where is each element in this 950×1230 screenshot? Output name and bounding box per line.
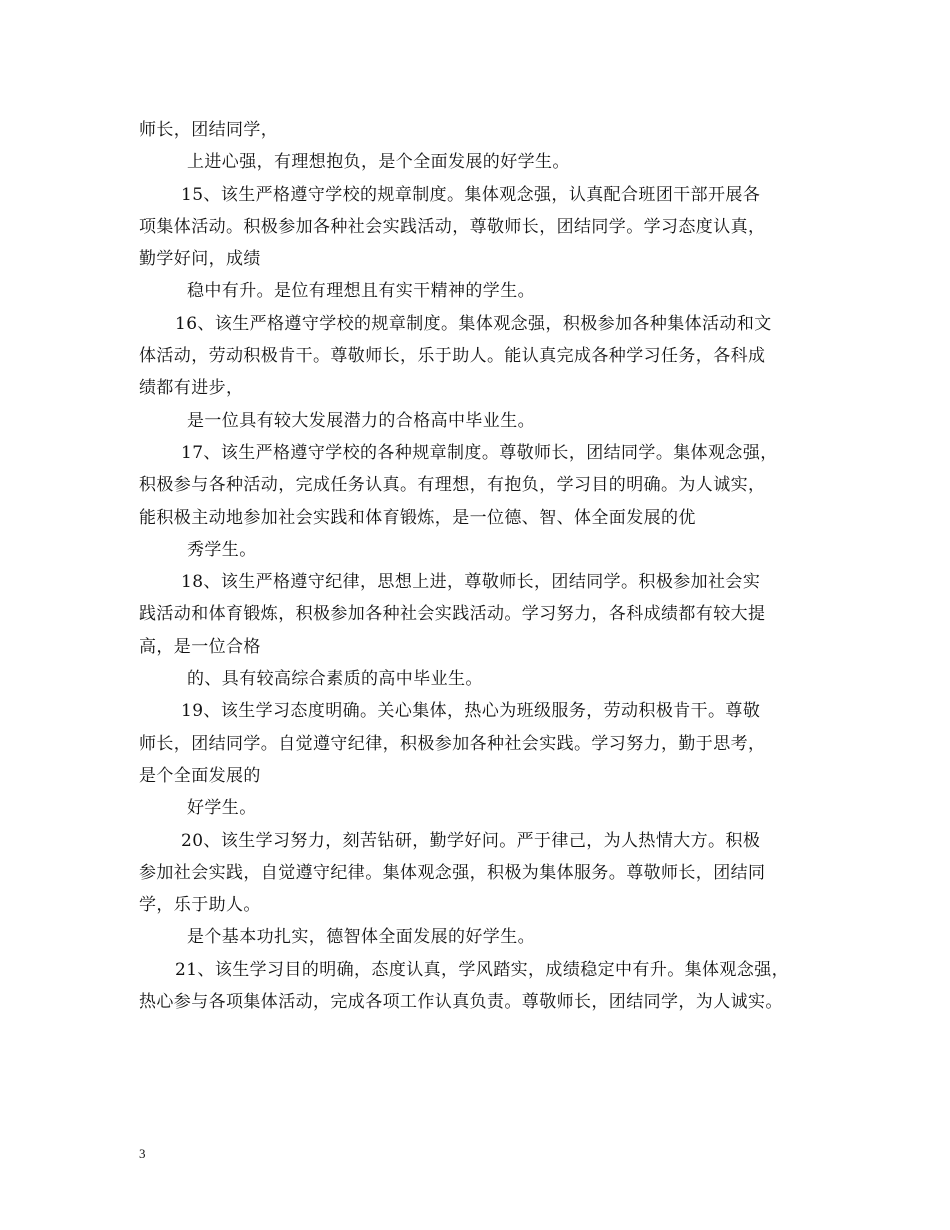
paragraph-17-start: 17、该生严格遵守学校的各种规章制度。尊敬师长，团结同学。集体观念强， [181,442,778,463]
document-body [139,114,829,1018]
paragraph-15-start: 15、该生严格遵守学校的规章制度。集体观念强，认真配合班团干部开展各 [181,184,761,205]
text-line: 勤学好问，成绩 [139,249,261,270]
text-line: 能积极主动地参加社会实践和体育锻炼，是一位德、智、体全面发展的优 [139,507,696,528]
text-line: 积极参与各种活动，完成任务认真。有理想，有抱负，学习目的明确。为人诚实， [139,475,766,496]
text-line: 是一位具有较大发展潜力的合格高中毕业生。 [187,410,535,431]
text-line: 践活动和体育锻炼，积极参加各种社会实践活动。学习努力，各科成绩都有较大提 [139,604,766,625]
text-line: 绩都有进步， [139,378,244,399]
text-line: 稳中有升。是位有理想且有实干精神的学生。 [187,281,535,302]
text-line: 参加社会实践，自觉遵守纪律。集体观念强，积极为集体服务。尊敬师长，团结同 [139,862,766,883]
paragraph-20-start: 20、该生学习努力，刻苦钻研，勤学好问。严于律己，为人热情大方。积极 [181,830,761,851]
text-line: 是个基本功扎实，德智体全面发展的好学生。 [187,927,535,948]
text-line: 项集体活动。积极参加各种社会实践活动，尊敬师长，团结同学。学习态度认真， [139,216,766,237]
text-line: 热心参与各项集体活动，完成各项工作认真负责。尊敬师长，团结同学，为人诚实。 [139,992,783,1013]
text-line: 师长，团结同学， [139,120,279,140]
text-line: 体活动，劳动积极肯干。尊敬师长，乐于助人。能认真完成各种学习任务，各科成 [139,346,766,367]
text-line: 高，是一位合格 [139,636,261,657]
text-line: 秀学生。 [187,539,257,560]
text-line: 的、具有较高综合素质的高中毕业生。 [187,669,483,690]
paragraph-16-start: 16、该生严格遵守学校的规章制度。集体观念强，积极参加各种集体活动和文 [175,313,772,334]
paragraph-19-start: 19、该生学习态度明确。关心集体，热心为班级服务，劳动积极肯干。尊敬 [181,701,761,722]
paragraph-18-start: 18、该生严格遵守纪律，思想上进，尊敬师长，团结同学。积极参加社会实 [181,572,761,593]
paragraph-21-start: 21、该生学习目的明确，态度认真，学风踏实，成绩稳定中有升。集体观念强， [175,959,790,980]
text-line: 上进心强，有理想抱负，是个全面发展的好学生。 [187,152,570,173]
text-line: 是个全面发展的 [139,765,261,786]
text-line: 师长，团结同学。自觉遵守纪律，积极参加各种社会实践。学习努力，勤于思考， [139,733,766,754]
text-line: 学，乐于助人。 [139,895,261,916]
page-number: 3 [139,1146,146,1161]
text-line: 好学生。 [187,798,257,819]
